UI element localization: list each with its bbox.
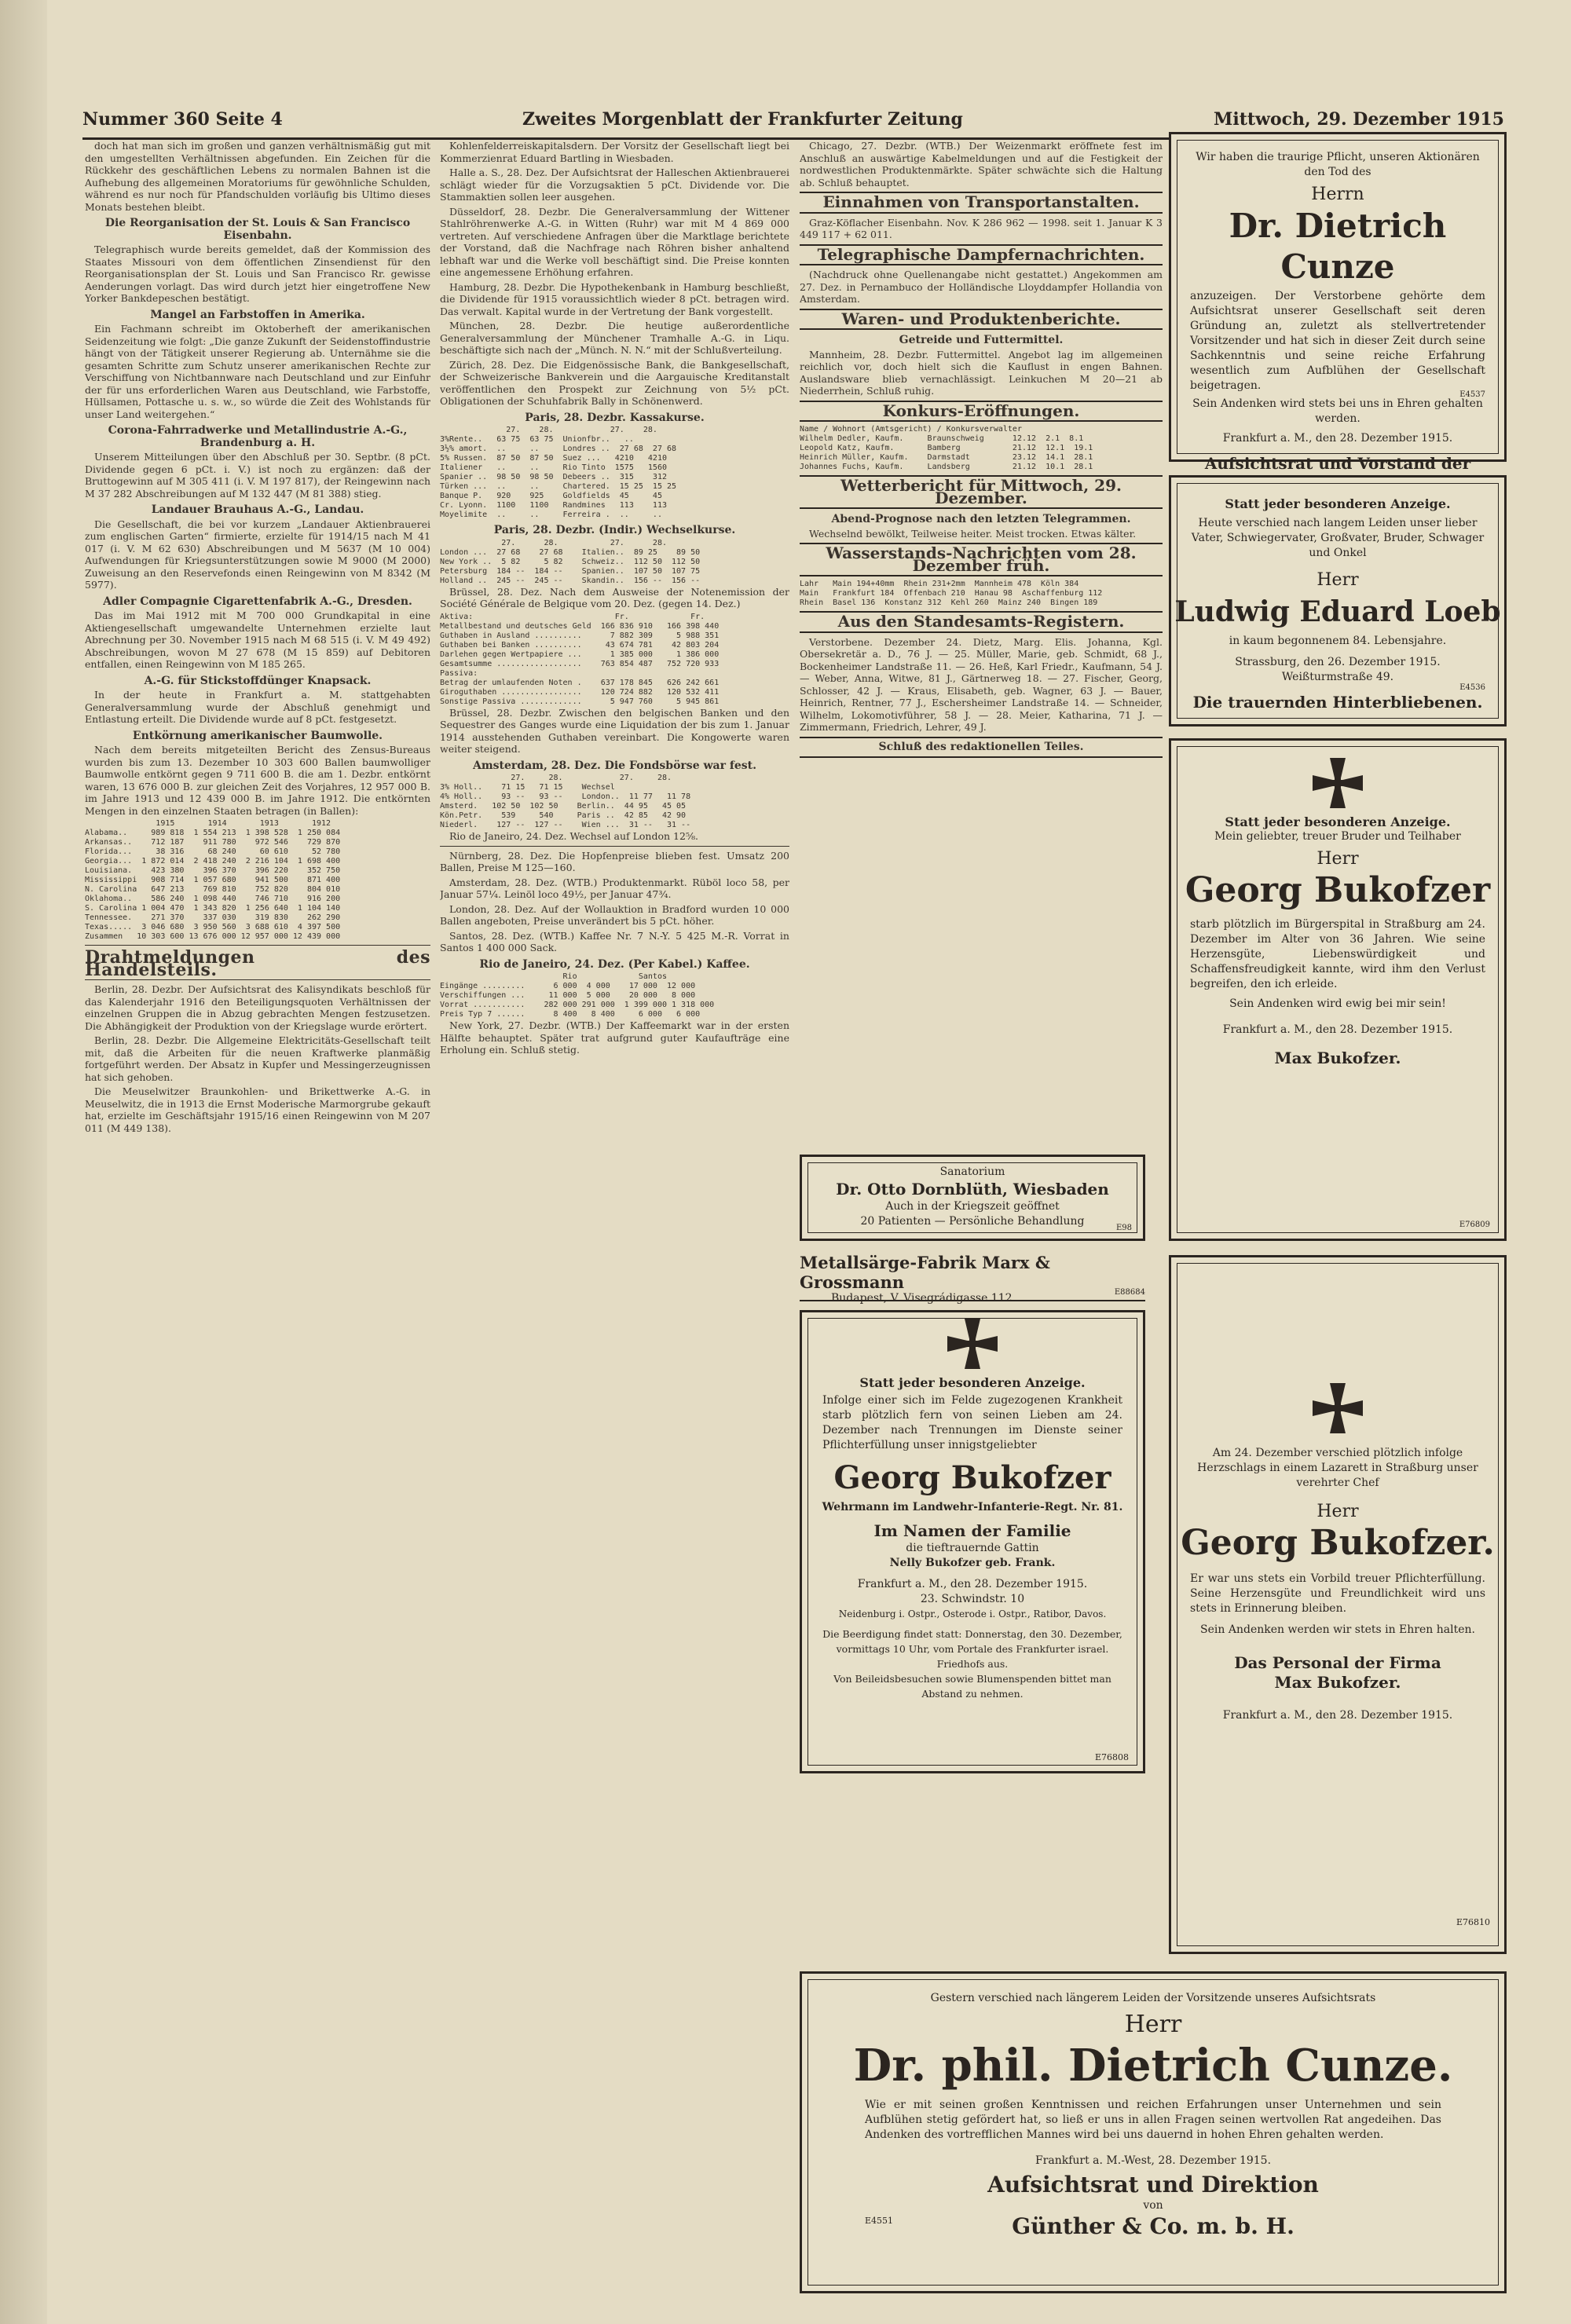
ad-text: Budapest, V. Visegrádigasse 112.: [831, 1292, 1016, 1305]
column-3: [800, 140, 1163, 1161]
ad-text: Wir haben die traurige Pflicht, unseren Aktionären den Tod des: [1196, 151, 1480, 178]
ad-text: Heute verschied nach langem Leiden unser lieber Vater, Schwiegervater, Großvater, Bruder, Schwager und Onkel: [1191, 517, 1485, 559]
article-text: Ein Fachmann schreibt im Oktoberheft der amerikanischen Seidenzeitung wie folgt: „Die ganze Zukunft der Seidenstoffindustrie hängt von der Tätigkeit unserer Regierung ab. Unternähme sie die gesamten Schritte zum Schutz unserer amerikanischen Rechte zur Verschiffung von Nichtbannware nach Deutschland und zur Einfuhr der für uns erforderlichen Waren aus Deutschland, wie Farbstoffe, Hüllsamen, Pottasche u. s. w., so würde die Zeit des Wohlstands für unser Land weitergehen.“: [85, 323, 430, 420]
ad-code: E76809: [1459, 1221, 1490, 1229]
ad-text: von: [1143, 2199, 1163, 2212]
table-title: Paris, 28. Dezbr. (Indir.) Wechselkurse.: [493, 524, 736, 536]
article-text: Die Gesellschaft, die bei vor kurzem „Landauer Aktienbrauerei zum englischen Garten“ firmierte, erzielte für 1914/15 nach M 41 017 (i. V. M 62 630) Abschreibungen und M 5637 (M 10 004) Aufwendungen für Kriegsunterstützungen sowie M 9000 (M 2000) Zuweisung an den Reservefonds einen Reingewinn von M 8342 (M 5977).: [85, 518, 430, 591]
deceased-name: Ludwig Eduard Loeb: [1174, 595, 1501, 628]
article-heading: Entkörnung amerikanischer Baumwolle.: [132, 729, 383, 742]
ad-text: Im Namen der Familie: [873, 1521, 1071, 1540]
article-text: Telegraphisch wurde bereits gemeldet, daß der Kommission des Staates Missouri von dem öffentlichen Zinsendienst für den Reorganisationsplan der St. Louis und San Francisco Rr. gewisse Aenderungen vorlagt. Das wird durch jetzt hier eingetroffene New Yorker Bankdepeschen bestätigt.: [85, 243, 430, 304]
article-text: München, 28. Dezbr. Die heutige außerordentliche Generalversammlung der Münchener Tramhalle A.-G. in Liqu. beschäftigte sich nach der „Münch. N. N.“ mit der Schlußverteilung.: [440, 320, 789, 356]
newspaper-title: Zweites Morgenblatt der Frankfurter Zeitung: [522, 109, 963, 130]
ad-frame: [807, 1162, 1137, 1233]
ad-signature: Die trauernden Hinterbliebenen.: [1192, 693, 1483, 712]
section-heading: Waren- und Produktenberichte.: [800, 309, 1163, 331]
article-text: Berlin, 28. Dezbr. Die Allgemeine Elektricitäts-Gesellschaft teilt mit, daß die Arbeiten für die neuen Kraftwerke planmäßig fortgeführt werden. Der Absatz in Kupfer und Messingerzeugnissen hat sich gehoben.: [85, 1034, 430, 1083]
end-of-editorial: Schluß des redaktionellen Teiles.: [800, 737, 1163, 759]
article-text: Graz-Köflacher Eisenbahn. Nov. K 286 962 — 1998. seit 1. Januar K 3 449 117 + 62 011.: [800, 216, 1163, 240]
section-heading: Konkurs-Eröffnungen.: [800, 401, 1163, 423]
article-text: Mannheim, 28. Dezbr. Futtermittel. Angebot lag im allgemeinen reichlich vor, doch hielt sich die Kauflust in engen Bahnen. Auslandsware blieb vernachlässigt. Leinkuchen M 20—21 ab Niederrhein, Schluß ruhig.: [800, 348, 1163, 397]
ad-cunze-guenther: [800, 1971, 1507, 2293]
ad-text: Er war uns stets ein Vorbild treuer Pflichterfüllung. Seine Herzensgüte und Freundlichkeit wird uns stets in Erinnerung bleiben.: [1190, 1572, 1485, 1615]
ad-frame: [807, 1318, 1137, 1766]
ad-text: Herr: [1316, 1502, 1359, 1521]
konkurs-row: Leopold Katz, Kaufm. Bamberg 21.12 12.1 19.1: [800, 444, 1093, 452]
ad-text: Statt jeder besonderen Anzeige.: [1225, 496, 1451, 511]
subheading: Getreide und Futtermittel.: [899, 334, 1064, 346]
konkurs-row: Heinrich Müller, Kaufm. Darmstadt 23.12 14.1 28.1: [800, 453, 1093, 462]
ad-text: Herr: [1316, 849, 1359, 869]
article-text: Amsterdam, 28. Dez. (WTB.) Produktenmarkt. Rüböl loco 58, per Januar 57¼. Leinöl loco 49½, per Januar 47¾.: [440, 876, 789, 900]
divider: [85, 945, 430, 946]
article-text: Zürich, 28. Dez. Die Eidgenössische Bank, die Bankgesellschaft, der Schweizerische Bankverein und die Aargauische Kreditanstalt veröffentlichen den Prospekt zur Zeichnung von 5½ pCt. Obligationen der Schuhfabrik Bally in Schönenwerd.: [440, 358, 789, 407]
ad-text: in kaum begonnenem 84. Lebensjahre.: [1229, 635, 1447, 647]
article-heading: Die Reorganisation der St. Louis & San Francisco Eisenbahn.: [104, 217, 411, 242]
paris-table: 27. 28. 27. 28. 3%Rente.. 63 75 63 75 Unionfbr.. .. 3½% amort. .. .. Londres .. 27 68 27 68 5% Russen. 87 50 87 50 Suez ... 4210 4210 Italiener .. .. Rio Tinto 1575 1560 Spanier .. 98 50 98 50 Debeers .. 315 312 Türken ... .. .. Chartered. 15 25 15 25 Banque P. 920 925 Goldfields 45 45 Cr. Lyonn. 1100 1100 Randmines 113 113 Moyelimite .. .. Ferreira . .. ..: [440, 426, 677, 519]
ad-signature: Max Bukofzer.: [1274, 1673, 1401, 1692]
table-title: Paris, 28. Dezbr. Kassakurse.: [525, 411, 705, 424]
paris-exchange-table: 27. 28. 27. 28. London ... 27 68 27 68 Italien.. 89 25 89 50 New York .. 5 82 5 82 Schweiz.. 112 50 112 50 Petersburg 184 -- 184 -- Spanien.. 107 50 107 75 Holland .. 245 -- 245 -- Skandin.. 156 -- 156 --: [440, 538, 701, 585]
page-spine: [0, 0, 47, 2324]
ad-code: E76810: [1456, 1917, 1490, 1927]
article-text: Berlin, 28. Dezbr. Der Aufsichtsrat des Kalisyndikats beschloß für das Kalenderjahr 1916 den Beteiligungsquoten Verhältnissen der einzelnen Gruppen die in Abzug gebrachten Mengen festzusetzen. Die Abhängigkeit der Produktion von der Kriegslage wurde erörtert.: [85, 983, 430, 1032]
ad-text: 23. Schwindstr. 10: [920, 1593, 1025, 1605]
article-text: doch hat man sich im großen und ganzen verhältnismäßig gut mit den umgestellten Verhältnissen abgefunden. Ein Zeichen für die Rückkehr des geschäftlichen Lebens zu normalen Bahnen ist die Aufhebung des allgemeinen Moratoriums für gewöhnliche Schulden, während es nur noch für Pfandschulden vorläufig bis Ultimo dieses Monats bestehen bleibt.: [85, 140, 430, 213]
article-text: New York, 27. Dezbr. (WTB.) Der Kaffeemarkt war in der ersten Hälfte behauptet. Später trat aufgrund guter Kaufaufträge eine Erholung ein. Schluß stetig.: [440, 1019, 789, 1056]
ad-text: Sein Andenken wird ewig bei mir sein!: [1229, 997, 1446, 1010]
article-text: London, 28. Dez. Auf der Wollauktion in Bradford wurden 10 000 Ballen angeboten, Preise unverändert bis 5 pCt. höher.: [440, 902, 789, 927]
ad-signature: Aufsichtsrat und Vorstand der: [1204, 454, 1471, 473]
article-text: Nach dem bereits mitgeteilten Bericht des Zensus-Bureaus wurden bis zum 13. Dezember 10 303 600 Ballen baumwolliger Baumwolle entkörnt gegen 9 711 600 B. die am 1. Dezbr. entkörnt waren, 13 676 000 B. zur gleichen Zeit des Vorjahres, 12 957 000 B. im Jahre 1913 und 12 439 000 B. im Jahre 1912. Die entkörnten Mengen in den einzelnen Staaten betragen (in Ballen):: [85, 744, 430, 817]
ad-text: Weißturmstraße 49.: [1281, 671, 1394, 683]
ad-metallsaerge: [800, 1253, 1145, 1305]
divider: [440, 846, 789, 847]
ad-text: die tieftrauernde Gattin: [906, 1542, 1039, 1554]
article-text: Die Meuselwitzer Braunkohlen- und Brikettwerke A.-G. in Meuselwitz, die in 1913 die Ernst Moderische Marmorgrube gekauft hat, erzielte im Geschäftsjahr 1915/16 einen Reingewinn von M 207 011 (M 449 138).: [85, 1085, 430, 1134]
cotton-table: 1915 1914 1913 1912 Alabama.. 989 818 1 554 213 1 398 528 1 250 084 Arkansas.. 712 187 911 780 972 546 729 870 Florida... 38 316 68 240 60 610 52 780 Georgia... 1 872 014 2 418 240 2 216 104 1 698 400 Louisiana. 423 380 396 370 396 220 352 750 Mississippi 908 714 1 057 680 941 500 871 400 N. Carolina 647 213 769 810 752 820 804 010 Oklahoma.. 586 240 1 098 440 746 710 916 200 S. Carolina 1 004 470 1 343 820 1 256 640 1 104 140 Tennessee. 271 370 337 030 319 830 262 290 Texas..... 3 046 680 3 950 560 3 688 610 4 397 500 Zusammen 10 303 600 13 676 000 12 957 000 12 439 000: [85, 819, 341, 941]
ad-text: Strassburg, den 26. Dezember 1915.: [1235, 656, 1441, 668]
ad-text: Frankfurt a. M., den 28. Dezember 1915.: [857, 1578, 1088, 1590]
ad-text: Sanatorium: [939, 1166, 1005, 1178]
ad-code: E4551: [865, 2216, 894, 2226]
issue-date: Mittwoch, 29. Dezember 1915: [1214, 109, 1504, 130]
bruessel-table: Aktiva: Fr. Fr. Metallbestand und deutsches Geld 166 836 910 166 398 440 Guthaben in Ausland .......... 7 882 309 5 988 351 Guthaben bei Banken .......... 43 674 781 42 803 204 Darlehen gegen Wertpapiere ... 1 385 000 1 386 000 Gesamtsumme .................. 763 854 487 752 720 933 Passiva: Betrag der umlaufenden Noten . 637 178 845 626 242 661 Giroguthaben ................. 120 724 882 120 532 411 Sonstige Passiva ............. 5 947 760 5 945 861: [440, 612, 720, 706]
ad-code: E4536: [1459, 683, 1485, 692]
ad-text: Frankfurt a. M., den 28. Dezember 1915.: [1222, 1709, 1453, 1722]
article-text: Rio de Janeiro, 24. Dez. Wechsel auf London 12⅝.: [449, 830, 699, 842]
deceased-name: Dr. Dietrich Cunze: [1229, 207, 1447, 286]
article-heading: Adler Compagnie Cigarettenfabrik A.-G., Dresden.: [103, 595, 412, 608]
ad-text: anzuzeigen. Der Verstorbene gehörte dem Aufsichtsrat unserer Gesellschaft seit deren Gründung an, zuletzt als stellvertretender Vorsitzender und hat sich in dieser Zeit durch seine Sachkenntnis und seine reiche Erfahrung wesentlich zum Aufblühen der Gesellschaft beigetragen.: [1190, 290, 1485, 392]
deceased-name: Georg Bukofzer: [1185, 870, 1491, 910]
ad-text: Herrn: [1311, 185, 1364, 204]
ad-code: E76808: [1094, 1752, 1129, 1762]
amsterdam-table: 27. 28. 27. 28. 3% Holl.. 71 15 71 15 Wechsel 4% Holl.. 93 -- 93 -- London.. 11 77 11 78 Amsterd. 102 50 102 50 Berlin.. 44 95 45 05 Kön.Petr. 539 540 Paris .. 42 85 42 90 Niederl. 127 -- 127 -- Wien ... 31 -- 31 --: [440, 774, 691, 829]
ad-text: Herr: [1124, 2011, 1182, 2038]
article-text: Brüssel, 28. Dez. Nach dem Ausweise der Notenemission der Société Générale de Belgique vom 20. Dez. (gegen 14. Dez.): [440, 585, 789, 609]
ad-title: Dr. Otto Dornblüth, Wiesbaden: [836, 1180, 1109, 1199]
ad-code: E4537: [1459, 390, 1485, 399]
ad-text: Am 24. Dezember verschied plötzlich infolge Herzschlags in einem Lazarett in Straßburg unser verehrter Chef: [1197, 1447, 1478, 1489]
section-heading: Aus den Standesamts-Registern.: [800, 611, 1163, 633]
article-text: Chicago, 27. Dezbr. (WTB.) Der Weizenmarkt eröffnete fest im Anschluß an auswärtige Kabelmeldungen und auf die Festigkeit der nordwestlichen Produktenmärkte. Später schwächte sich die Haltung ab. Schluß behauptet.: [800, 140, 1163, 188]
ad-text: Sein Andenken wird stets bei uns in Ehren gehalten werden.: [1192, 397, 1483, 425]
section-heading: Einnahmen von Transportanstalten.: [800, 192, 1163, 214]
ad-text: Statt jeder besonderen Anzeige.: [1225, 814, 1451, 829]
article-heading: Landauer Brauhaus A.-G., Landau.: [151, 503, 364, 516]
ad-frame: [1177, 140, 1499, 454]
konkurs-table-head: Name / Wohnort (Amtsgericht) / Konkursverwalter: [800, 425, 1022, 434]
article-text: Halle a. S., 28. Dez. Der Aufsichtsrat der Halleschen Aktienbrauerei schlägt wieder für die Vorzugsaktien 5 pCt. Dividende vor. Die Stammaktien sollen leer ausgehen.: [440, 167, 789, 203]
ad-text: Frankfurt a. M., den 28. Dezember 1915.: [1222, 432, 1453, 445]
table-title: Amsterdam, 28. Dez. Die Fondsbörse war fest.: [473, 759, 756, 772]
ad-text: Gestern verschied nach längerem Leiden der Vorsitzende unseres Aufsichtsrats: [930, 1992, 1376, 2004]
section-heading: Wetterbericht für Mittwoch, 29. Dezember.: [800, 475, 1163, 509]
ad-text: Wehrmann im Landwehr-Infanterie-Regt. Nr. 81.: [822, 1501, 1123, 1513]
ad-signature: Max Bukofzer.: [1274, 1049, 1401, 1067]
coffee-table: Rio Santos Eingänge ......... 6 000 4 000 17 000 12 000 Verschiffungen ... 11 000 5 000 20 000 8 000 Vorrat ........... 282 000 291 000 1 399 000 1 318 000 Preis Typ 7 ...... 8 400 8 400 6 000 6 000: [440, 972, 715, 1019]
ad-bukofzer-family: [800, 1310, 1145, 1773]
ad-text: Die Beerdigung findet statt: Donnerstag, den 30. Dezember, vormittags 10 Uhr, vom Portale des Frankfurter israel. Friedhofs aus.: [822, 1628, 1122, 1670]
ad-text: Sein Andenken werden wir stets in Ehren halten.: [1200, 1623, 1475, 1636]
ad-text: Herr: [1316, 570, 1359, 590]
ad-text: Auch in der Kriegszeit geöffnet: [885, 1200, 1060, 1213]
article-heading: Corona-Fahrradwerke und Metallindustrie A.-G., Brandenburg a. H.: [108, 424, 408, 449]
ad-text: Statt jeder besonderen Anzeige.: [859, 1375, 1086, 1390]
ad-code: E88684: [1114, 1288, 1145, 1297]
water-table: Lahr Main 194+40mm Rhein 231+2mm Mannheim 478 Köln 384 Main Frankfurt 184 Offenbach 210 Hanau 98 Aschaffenburg 112 Rhein Basel 136 Konstanz 312 Kehl 260 Mainz 240 Bingen 189: [800, 580, 1103, 607]
article-text: Brüssel, 28. Dezbr. Zwischen den belgischen Banken und den Sequestrer des Ganges wurde eine Liquidation der bis zum 1. Januar 1914 ausstehenden Guthaben vereinbart. Die Kongowerte waren weiter steigend.: [440, 706, 789, 755]
article-heading: A.-G. für Stickstoffdünger Knapsack.: [144, 674, 372, 687]
ad-frame: [1177, 746, 1499, 1233]
ad-frame: [807, 1979, 1499, 2286]
iron-cross-icon: [947, 1319, 998, 1369]
article-text: Verstorbene. Dezember 24. Dietz, Marg. Elis. Johanna, Kgl. Obersekretär a. D., 76 J. — 25. Müller, Marie, geb. Schmidt, 68 J., Bockenheimer Landstraße 11. — 26. Heß, Karl Friedr., Kaufmann, 54 J. — Weber, Anna, Witwe, 81 J., Gärtnerweg 18. — 27. Fischer, Georg, Schlosser, 42 J. — Kraus, Elisabeth, geb. Wagner, 63 J. — Bauer, Heinrich, Rentner, 77 J., Eschersheimer Landstraße 14. — Schneider, Wilhelm, Lokomotivführer, 58 J. — 28. Meier, Katharina, 71 J. — Zimmermann, Friedrich, Lehrer, 49 J.: [800, 635, 1163, 733]
ad-text: starb plötzlich im Bürgerspital in Straßburg am 24. Dezember im Alter von 36 Jahren. Wie seine Herzensgüte, Liebenswürdigkeit und Schaffensfreudigkeit kannte, wird ihm den Verlust begreifen, den ich erleide.: [1190, 918, 1485, 990]
ad-bukofzer-staff: [1169, 1255, 1507, 1954]
ad-text: Frankfurt a. M.-West, 28. Dezember 1915.: [1035, 2154, 1272, 2167]
ad-text: Nelly Bukofzer geb. Frank.: [889, 1557, 1056, 1569]
article-text: Nürnberg, 28. Dez. Die Hopfenpreise blieben fest. Umsatz 200 Ballen, Preise M 125—160.: [440, 849, 789, 873]
ad-text: Frankfurt a. M., den 28. Dezember 1915.: [1222, 1023, 1453, 1036]
table-title: Rio de Janeiro, 24. Dez. (Per Kabel.) Kaffee.: [479, 957, 750, 971]
deceased-name: Dr. phil. Dietrich Cunze.: [853, 2040, 1453, 2092]
ad-sanatorium: [800, 1155, 1145, 1241]
ad-loeb: [1169, 475, 1507, 726]
ad-text: Mein geliebter, treuer Bruder und Teilhaber: [1214, 830, 1461, 843]
ad-code: E98: [1115, 1224, 1132, 1232]
article-text: Unserem Mitteilungen über den Abschluß per 30. Septbr. (8 pCt. Dividende gegen 6 pCt. i. V.) ist noch zu ergänzen: daß der Bruttogewinn auf M 305 411 (i. V. M 197 817), der Reingewinn nach M 37 282 Abschreibungen auf M 132 447 (M 81 388) stieg.: [85, 451, 430, 500]
subheading: Abend-Prognose nach den letzten Telegrammen.: [831, 513, 1131, 525]
ad-bukofzer-brother: [1169, 738, 1507, 1241]
ad-signature: Günther & Co. m. b. H.: [1012, 2213, 1295, 2239]
ad-text: 20 Patienten — Persönliche Behandlung: [860, 1215, 1085, 1228]
article-heading: Mangel an Farbstoffen in Amerika.: [150, 308, 365, 321]
ad-signature: Aufsichtsrat und Direktion: [987, 2172, 1319, 2198]
article-text: Hamburg, 28. Dezbr. Die Hypothekenbank in Hamburg beschließt, die Dividende für 1915 voraussichtlich wieder 8 pCt. betragen wird. Das verwalt. Kapital wurde in der Vertretung der Bank vorgestellt.: [440, 280, 789, 317]
article-text: Düsseldorf, 28. Dezbr. Die Generalversammlung der Wittener Stahlröhrenwerke A.-G. in Witten (Ruhr) war mit M 4 869 000 vertreten. Auf verschiedene Anfragen über die Marktlage berichtete der Vorstand, daß die Nachfrage nach Röhren bisher anhaltend lebhaft war und die Werke voll beschäftigt sind. Die Preise konnten eine angemessene Erhöhung erfahren.: [440, 205, 789, 278]
ad-signature: Das Personal der Firma: [1234, 1653, 1441, 1672]
ad-frame: [1177, 483, 1499, 719]
ad-text: Infolge einer sich im Felde zugezogenen Krankheit starb plötzlich fern von seinen Lieben am 24. Dezember nach Trennungen im Dienste seiner Pflichterfüllung unser innigstgeliebter: [822, 1394, 1122, 1451]
column-2: [440, 140, 789, 2292]
ad-text: Von Beileidsbesuchen sowie Blumenspenden bittet man Abstand zu nehmen.: [833, 1673, 1111, 1700]
deceased-name: Georg Bukofzer.: [1181, 1523, 1495, 1563]
iron-cross-icon: [1313, 1383, 1363, 1433]
konkurs-row: Johannes Fuchs, Kaufm. Landsberg 21.12 10.1 28.1: [800, 463, 1093, 471]
section-heading: Telegraphische Dampfernachrichten.: [800, 244, 1163, 266]
iron-cross-icon: [1313, 758, 1363, 808]
konkurs-row: Wilhelm Dedler, Kaufm. Braunschweig 12.12 2.1 8.1: [800, 434, 1084, 443]
article-text: Wechselnd bewölkt, Teilweise heiter. Meist trocken. Etwas kälter.: [809, 527, 1137, 540]
ad-text: Neidenburg i. Ostpr., Osterode i. Ostpr., Ratibor, Davos.: [838, 1609, 1107, 1619]
ad-text: Wie er mit seinen großen Kenntnissen und reichen Erfahrungen unser Unternehmen und sein Aufblühen stetig gefördert hat, so ließ er uns in allen Fragen seinen wertvollen Rat angedeihen. Das Andenken des vortrefflichen Mannes wird bei uns dauernd in hohen Ehren gehalten werden.: [865, 2099, 1441, 2141]
deceased-name: Georg Bukofzer: [833, 1459, 1111, 1496]
article-text: Das im Mai 1912 mit M 700 000 Grundkapital in eine Aktiengesellschaft umgewandelte Unternehmen erzielte laut Abrechnung per 30. November 1915 nach M 68 515 (i. V. M 49 492) Abschreibungen, wovon M 27 678 (M 15 859) auf Debitoren entfallen, einen Reingewinn von M 185 265.: [85, 609, 430, 670]
article-text: Kohlenfelderreiskapitalsdern. Der Vorsitz der Gesellschaft liegt bei Kommerzienrat Eduard Bartling in Wiesbaden.: [440, 140, 789, 164]
section-heading: Wasserstands-Nachrichten vom 28. Dezember früh.: [800, 543, 1163, 576]
column-1: [85, 140, 430, 2292]
ad-title: Metallsärge-Fabrik Marx & Grossmann: [800, 1253, 1050, 1292]
ad-frame: [1177, 1263, 1499, 1946]
article-text: In der heute in Frankfurt a. M. stattgehabten Generalversammlung wurde der Abschluß genehmigt und Entlastung erteilt. Die Dividende wurde auf 8 pCt. festgesetzt.: [85, 689, 430, 725]
section-heading: Drahtmeldungen des Handelsteils.: [85, 947, 430, 980]
article-text: (Nachdruck ohne Quellenangabe nicht gestattet.) Angekommen am 27. Dez. in Pernambuco der Holländische Lloyddampfer Hollandia von Amsterdam.: [800, 269, 1163, 305]
article-text: Santos, 28. Dez. (WTB.) Kaffee Nr. 7 N.-Y. 5 425 M.-R. Vorrat in Santos 1 400 000 Sack.: [440, 929, 789, 953]
page-number: Nummer 360 Seite 4: [82, 109, 283, 130]
ad-cunze-franken-allee: [1169, 132, 1507, 473]
